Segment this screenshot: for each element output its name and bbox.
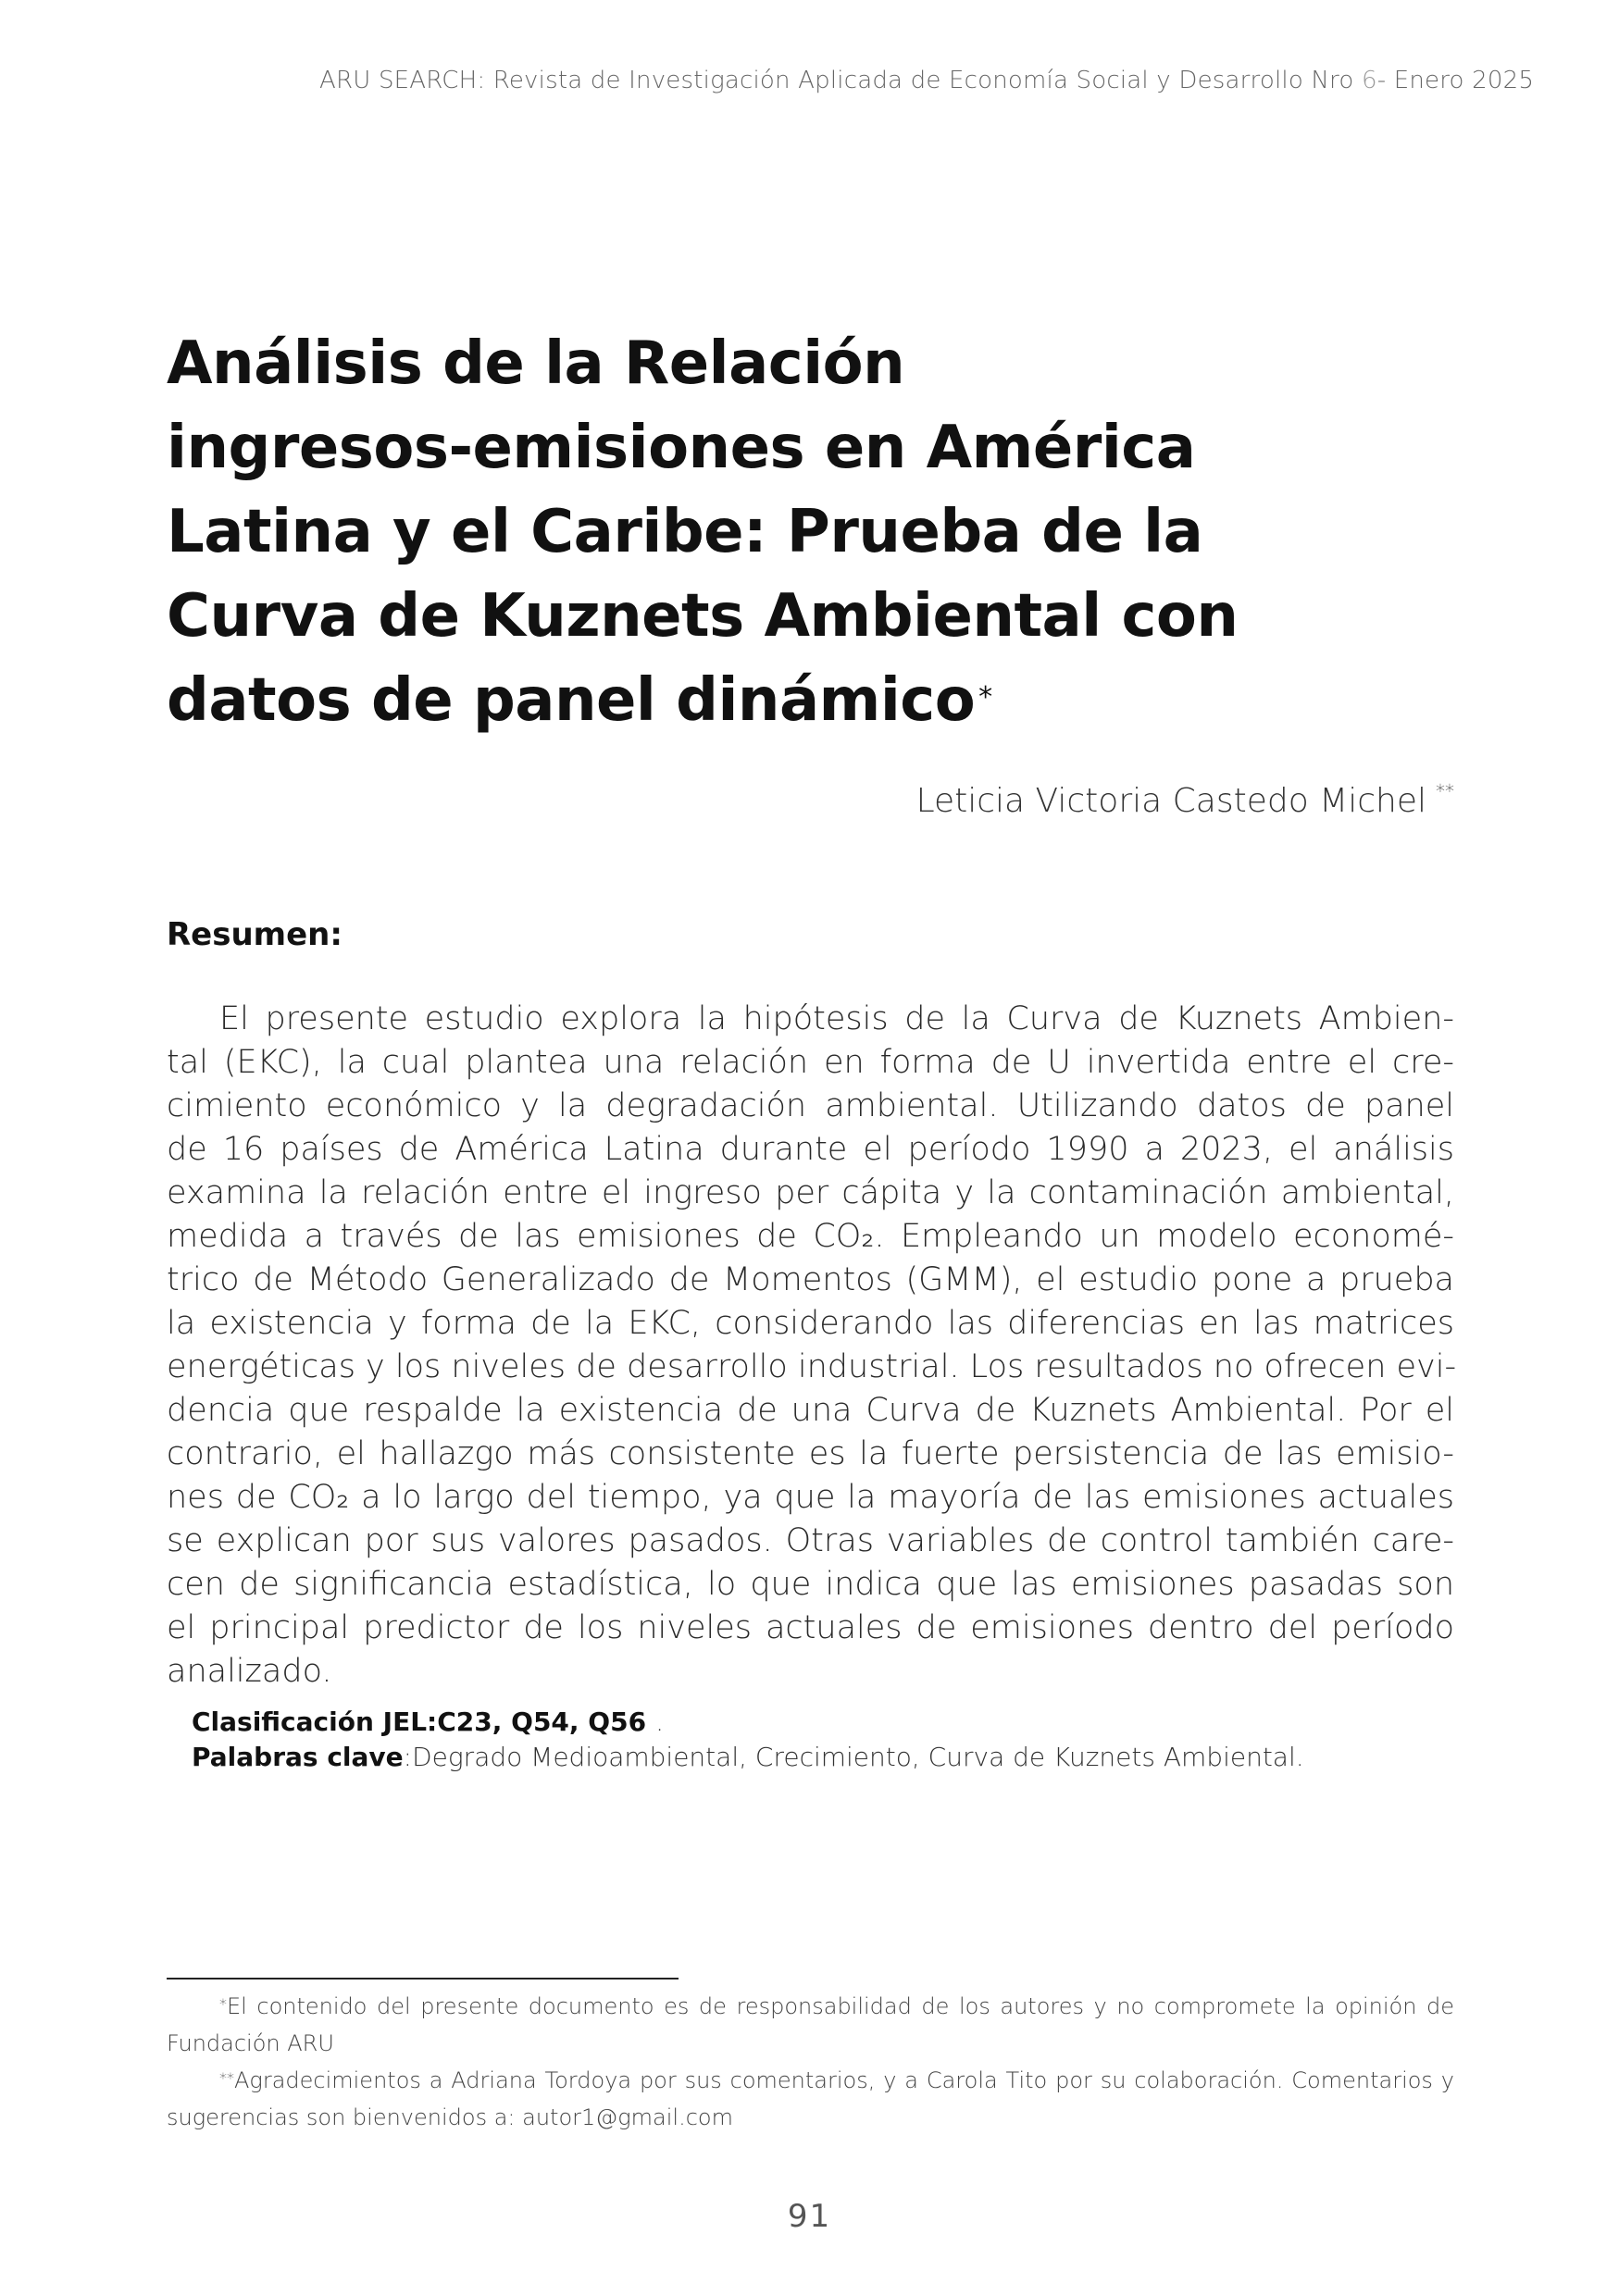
title-line: Curva de Kuznets Ambiental con (167, 582, 1239, 651)
abstract-line: analizado. (167, 1653, 332, 1690)
title-line-last (167, 659, 1361, 743)
abstract-line: nes de CO₂ a lo largo del tiempo, ya que la mayoría de las emisiones actuales (167, 1479, 1454, 1516)
footnote-1-line-1 (167, 1988, 1454, 2025)
abstract-line: el principal predictor de los niveles actuales de emisiones dentro del período (167, 1609, 1454, 1646)
jel-codes: C23, Q54, Q56 (437, 1706, 647, 1737)
keywords-label: Palabras clave (192, 1742, 404, 1772)
title-line: Análisis de la Relación (167, 329, 905, 398)
abstract-line: se explican por sus valores pasados. Otras variables de control también care- (167, 1522, 1454, 1559)
abstract-line: cimiento económico y la degradación ambiental. Utilizando datos de panel (167, 1087, 1454, 1124)
article-title (167, 322, 1361, 743)
abstract-line: la existencia y forma de la EKC, considerando las diferencias en las matrices (167, 1305, 1454, 1342)
page-number: 91 (787, 2198, 832, 2235)
footnote-2-text: Agradecimientos a Adriana Tordoya por sus comentarios, y a Carola Tito por su colaboración. Comentarios y (234, 2067, 1454, 2093)
title-line: Latina y el Caribe: Prueba de la (167, 498, 1203, 566)
running-header (319, 67, 1535, 94)
abstract-body (167, 998, 1457, 1694)
issue-number: 6 (1361, 67, 1377, 94)
footnote-divider (167, 1978, 679, 1980)
author-byline (916, 782, 1454, 820)
abstract-line: trico de Método Generalizado de Momentos (GMM), el estudio pone a prueba (167, 1261, 1454, 1298)
jel-label: Clasificación JEL: (192, 1706, 438, 1737)
issue-date: - Enero 2025 (1376, 67, 1535, 94)
author-name: Leticia Victoria Castedo Michel (915, 782, 1426, 820)
title-line-text: datos de panel dinámico (167, 666, 976, 735)
footnote-2-line-1 (167, 2062, 1454, 2099)
abstract-line: examina la relación entre el ingreso per cápita y la contaminación ambiental, (167, 1174, 1454, 1211)
abstract-line: dencia que respalde la existencia de una Curva de Kuznets Ambiental. Por el (167, 1392, 1454, 1429)
abstract-line: tal (EKC), la cual plantea una relación en forma de U invertida entre el cre- (167, 1044, 1454, 1081)
footnotes (167, 1988, 1454, 2136)
abstract-line: medida a través de las emisiones de CO₂. Empleando un modelo economé- (167, 1218, 1454, 1255)
jel-trailing: . (655, 1706, 664, 1737)
footnote-1-text: El contenido del presente documento es de responsabilidad de los autores y no compromete la opinión de (227, 1993, 1454, 2019)
abstract-heading: Resumen: (167, 916, 342, 953)
abstract-line: energéticas y los niveles de desarrollo industrial. Los resultados no ofrecen evi- (167, 1348, 1457, 1385)
footnote-1-line-2: Fundación ARU (167, 2030, 334, 2056)
abstract-line: contrario, el hallazgo más consistente es la fuerte persistencia de las emisio- (167, 1435, 1454, 1472)
footnote-2-line-2: sugerencias son bienvenidos a: autor1@gmail.com (167, 2104, 733, 2130)
journal-name: ARU SEARCH: Revista de Investigación Aplicada de Economía Social y Desarrollo Nro (319, 67, 1354, 94)
author-footnote-mark[interactable]: ** (1436, 780, 1454, 802)
footnote-1-mark: * (219, 1995, 227, 2013)
abstract-line: cen de significancia estadística, lo que indica que las emisiones pasadas son (167, 1566, 1454, 1603)
jel-classification (192, 1705, 1304, 1740)
keywords-row (192, 1740, 1304, 1775)
footnote-2-mark: ** (219, 2069, 234, 2087)
classification-block (192, 1705, 1304, 1775)
abstract-line: El presente estudio explora la hipótesis de la Curva de Kuznets Ambien- (219, 1000, 1454, 1037)
abstract-line: de 16 países de América Latina durante el período 1990 a 2023, el análisis (167, 1131, 1454, 1168)
title-line: ingresos-emisiones en América (167, 414, 1196, 482)
title-footnote-mark[interactable]: * (978, 681, 992, 714)
keywords-value: :Degrado Medioambiental, Crecimiento, Curva de Kuznets Ambiental. (403, 1742, 1304, 1772)
